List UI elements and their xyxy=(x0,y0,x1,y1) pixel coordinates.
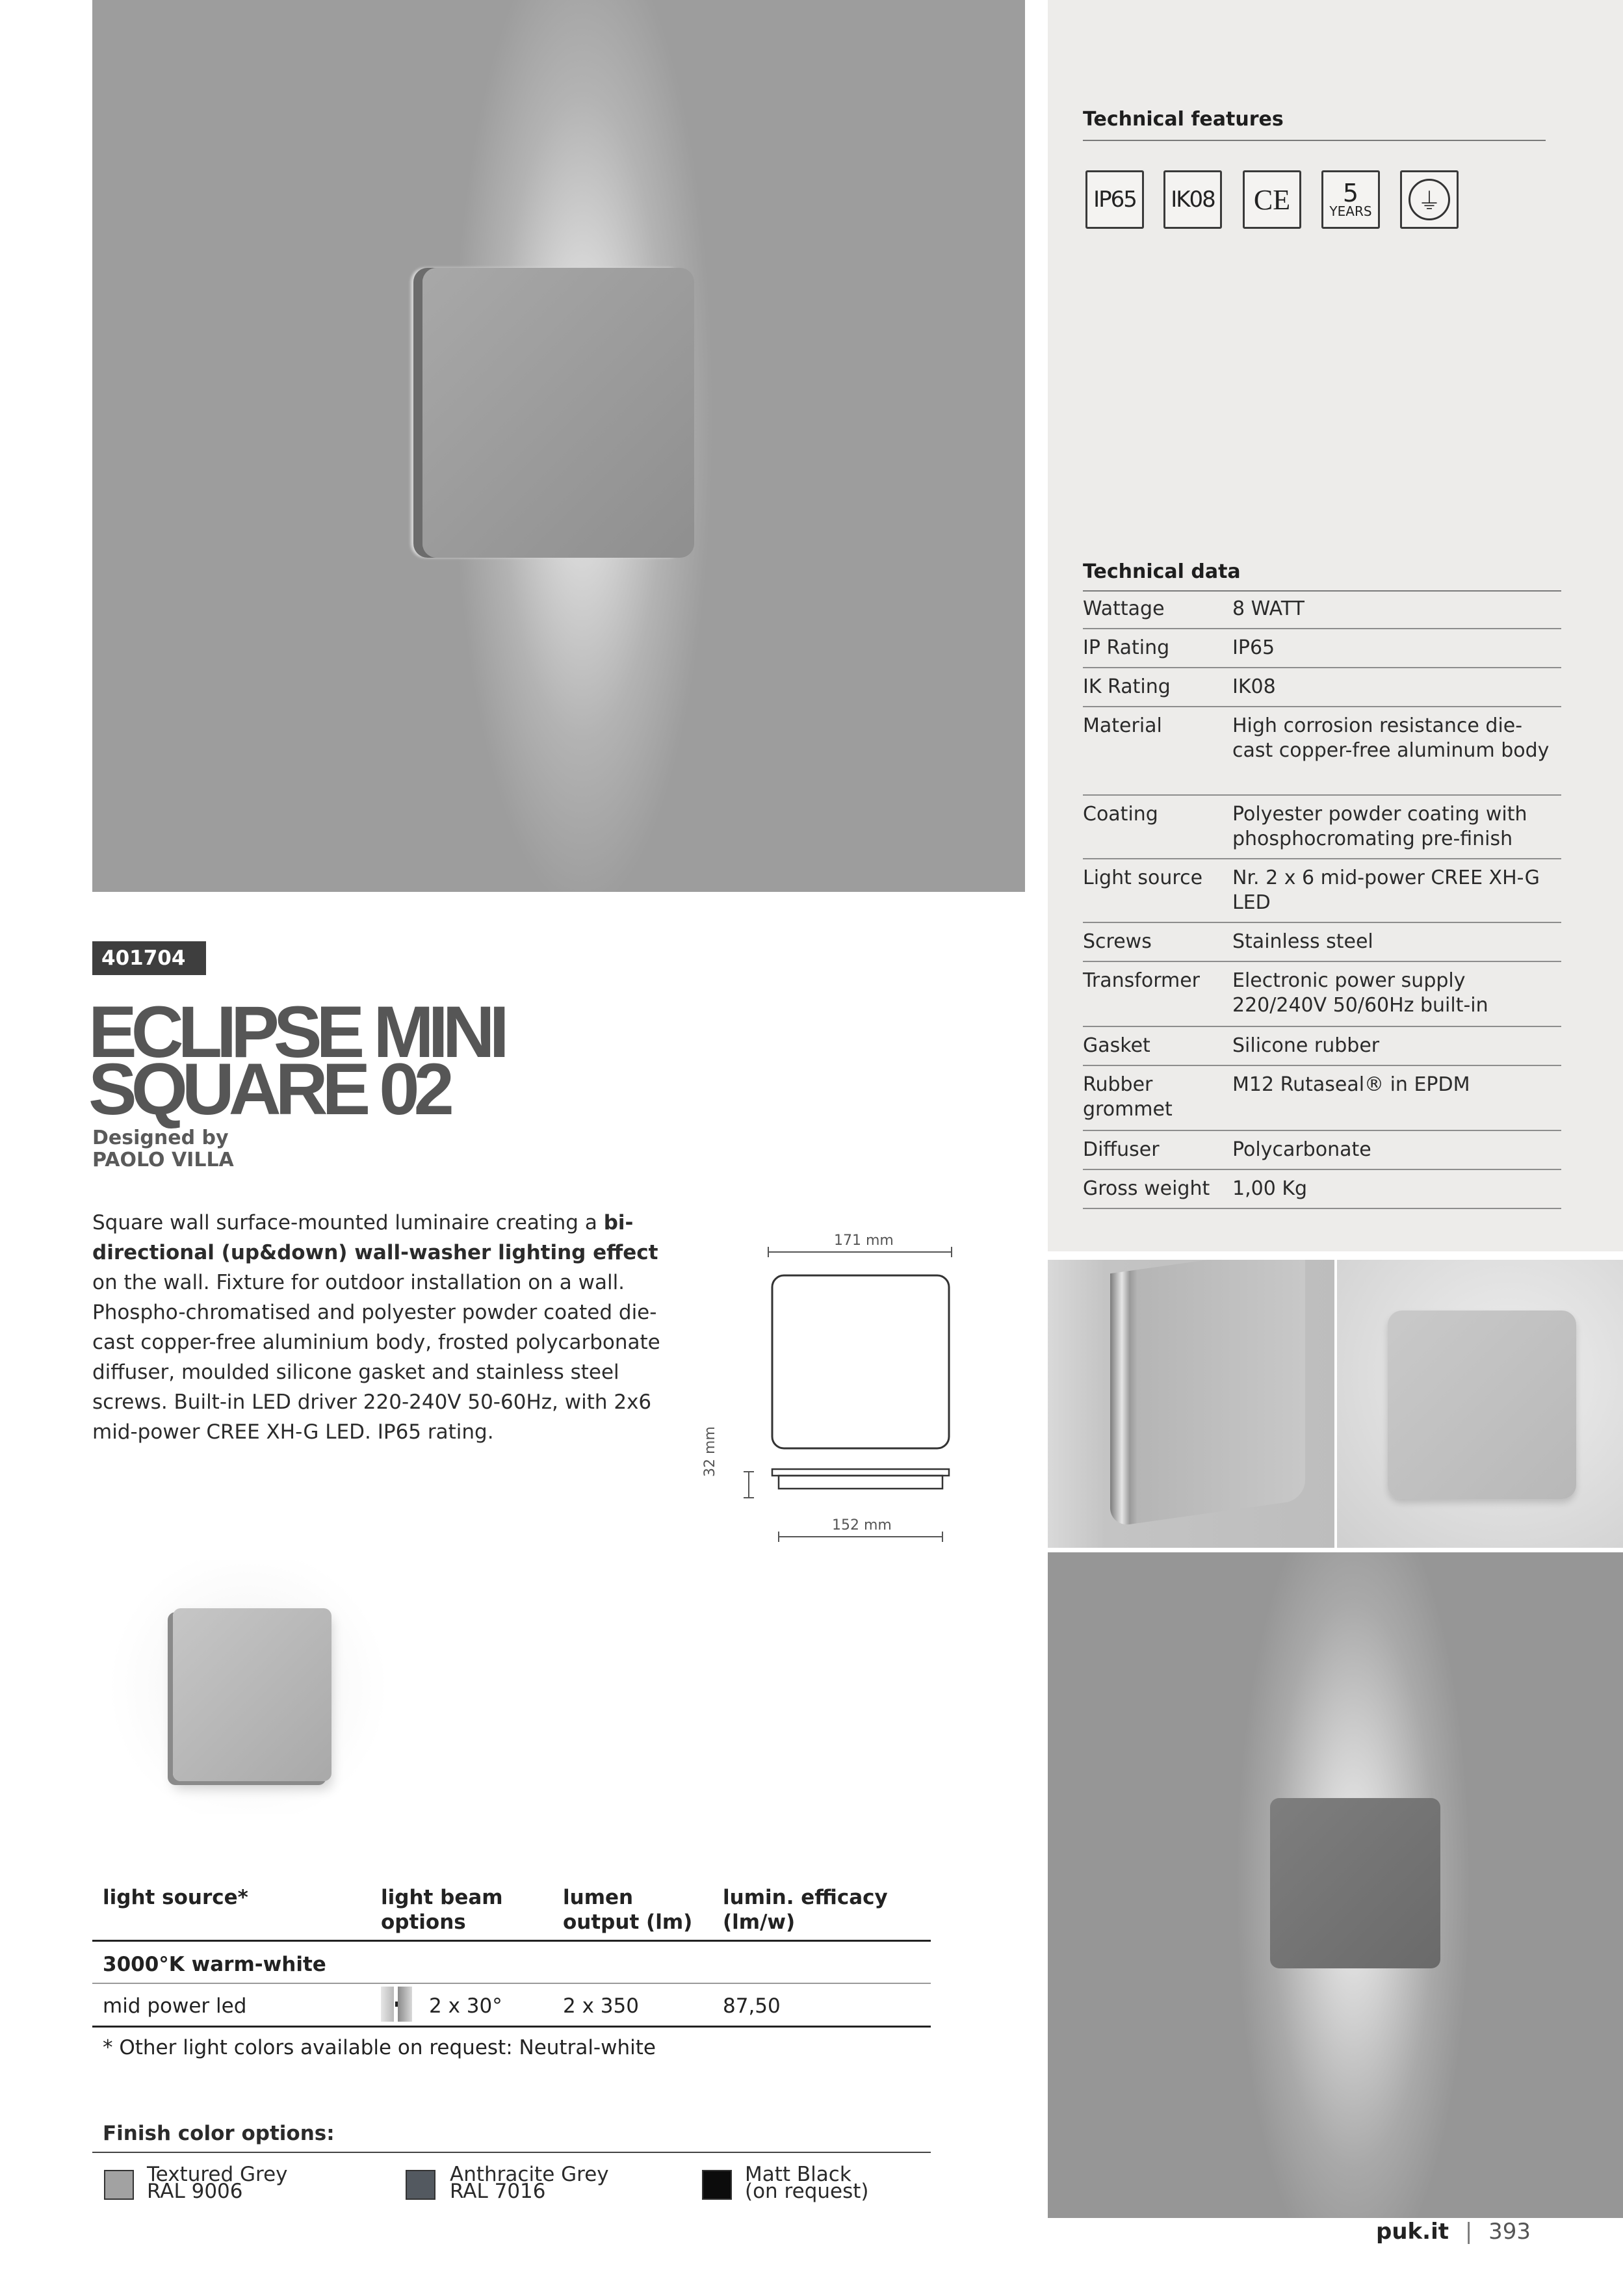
side-view-plate xyxy=(772,1469,949,1476)
footer-separator: | xyxy=(1464,2219,1473,2245)
header-efficacy: lumin. efficacy (lm/w) xyxy=(723,1886,888,1934)
product-name-line1: ECLIPSE MINI xyxy=(88,991,504,1073)
finish-rule xyxy=(92,2152,931,2153)
swatch-anthracite-grey xyxy=(406,2170,435,2200)
page-number: 393 xyxy=(1488,2219,1531,2245)
technical-data-table xyxy=(1083,590,1561,1209)
header-light-beam: light beam options xyxy=(381,1886,503,1934)
ce-mark-icon: CE xyxy=(1243,170,1301,229)
dimension-drawing xyxy=(715,1222,975,1547)
table-row: Gross weight 1,00 Kg xyxy=(1083,1170,1561,1209)
table-row: Transformer Electronic power supply 220/240V 50/60Hz built-in xyxy=(1083,962,1561,1027)
table-header-rule xyxy=(92,1940,931,1942)
header-lumen: lumen output (lm) xyxy=(563,1886,693,1934)
table-row: IP Rating IP65 xyxy=(1083,629,1561,668)
hero-lamp-body xyxy=(422,268,694,558)
detail-photo-front xyxy=(1337,1260,1623,1548)
group-rule xyxy=(92,1983,931,1984)
header-light-source: light source* xyxy=(103,1886,248,1909)
technical-features-title: Technical features xyxy=(1083,108,1284,131)
hero-product-photo xyxy=(92,0,1025,892)
dimension-depth-label: 32 mm xyxy=(702,1426,718,1477)
table-row: Coating Polyester powder coating with phosphocromating pre-finish xyxy=(1083,796,1561,859)
table-row: Rubber grommet M12 Rutaseal® in EPDM xyxy=(1083,1066,1561,1131)
ik08-icon: IK08 xyxy=(1163,170,1222,229)
table-row: IK Rating IK08 xyxy=(1083,668,1561,707)
warranty-icon: 5 YEARS xyxy=(1321,170,1380,229)
table-row: Light source Nr. 2 x 6 mid-power CREE XH-G LED xyxy=(1083,859,1561,923)
table-row: Wattage 8 WATT xyxy=(1083,590,1561,629)
earth-ground-icon: ⏚ xyxy=(1400,170,1459,229)
side-view-body xyxy=(779,1476,942,1489)
designer-credit xyxy=(92,1127,234,1171)
designed-by-label: Designed by xyxy=(92,1127,229,1149)
features-divider xyxy=(1083,140,1546,141)
designer-name: PAOLO VILLA xyxy=(92,1149,234,1171)
swatch-matt-black xyxy=(702,2170,732,2200)
table-bottom-rule xyxy=(92,2026,931,2028)
row-beam: 2 x 30° xyxy=(429,1994,502,2018)
row-lumen: 2 x 350 xyxy=(563,1994,639,2018)
site-url[interactable]: puk.it xyxy=(1376,2219,1449,2245)
page-footer xyxy=(1376,2219,1531,2245)
table-row: Diffuser Polycarbonate xyxy=(1083,1131,1561,1170)
color-temp-group: 3000°K warm-white xyxy=(103,1953,326,1976)
table-row: Screws Stainless steel xyxy=(1083,923,1561,962)
ambient-photo xyxy=(1048,1552,1623,2218)
finish-title: Finish color options: xyxy=(103,2122,335,2145)
beam-icon xyxy=(381,1987,417,2022)
finish-option-textured-grey: Textured Grey RAL 9006 xyxy=(147,2163,288,2203)
product-photo-angled xyxy=(112,1560,385,1814)
row-source: mid power led xyxy=(103,1994,247,2018)
product-description: Square wall surface-mounted luminaire creating a bi-directional (up&down) wall-washer lighting effect on the wall. Fixture for outdoor installation on a wall. Phospho-chromatised and polyester powder coated die-cast copper-free aluminium body, frosted polycarbonate diffuser, moulded silicone gasket and stainless steel screws. Built-in LED driver 220-240V 50-60Hz, with 2x6 mid-power CREE XH-G LED. IP65 rating. xyxy=(92,1211,660,1444)
technical-data-title: Technical data xyxy=(1083,560,1241,583)
dimension-bottom-label: 152 mm xyxy=(832,1517,892,1533)
dimension-width-label: 171 mm xyxy=(834,1233,894,1249)
ip65-icon: IP65 xyxy=(1085,170,1144,229)
detail-photo-side xyxy=(1048,1260,1334,1548)
finish-option-matt-black: Matt Black (on request) xyxy=(745,2163,869,2203)
front-view-outline xyxy=(772,1275,949,1448)
swatch-textured-grey xyxy=(104,2170,134,2200)
finish-option-anthracite-grey: Anthracite Grey RAL 7016 xyxy=(450,2163,609,2203)
light-color-note: * Other light colors available on request: Neutral-white xyxy=(103,2036,656,2059)
row-efficacy: 87,50 xyxy=(723,1994,781,2018)
table-row: Gasket Silicone rubber xyxy=(1083,1027,1561,1066)
product-code-badge: 401704 xyxy=(92,941,206,975)
table-row: Material High corrosion resistance die-cast copper-free aluminum body xyxy=(1083,707,1561,796)
product-name-line2: SQUARE 02 xyxy=(88,1049,448,1130)
